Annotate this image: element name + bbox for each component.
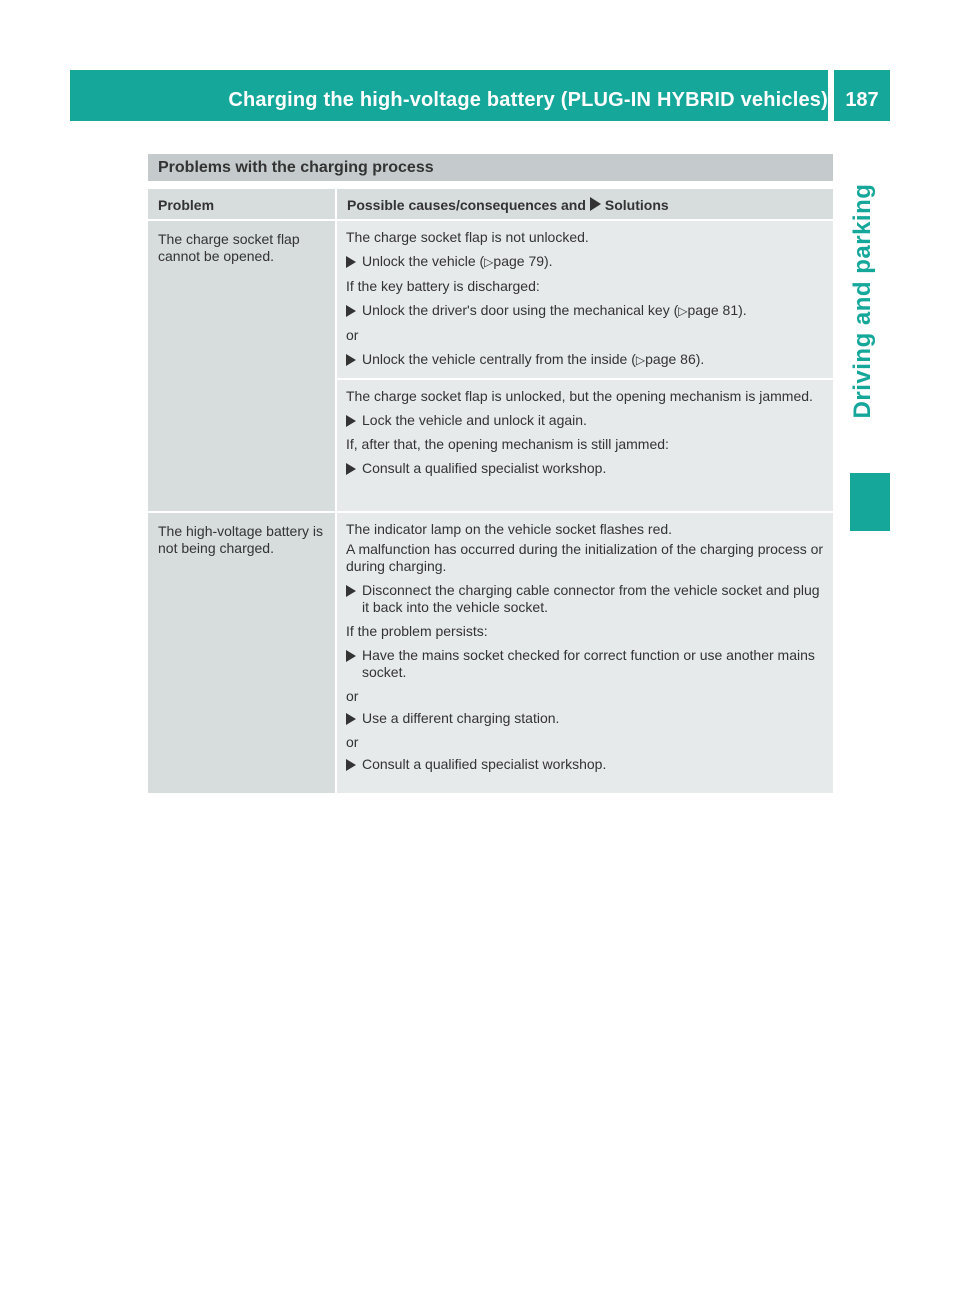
table-row	[148, 221, 833, 511]
action-text: Lock the vehicle and unlock it again.	[362, 412, 587, 428]
action-arrow-icon	[346, 415, 356, 427]
action-step	[346, 253, 827, 271]
cause-text: The indicator lamp on the vehicle socket flashes red.	[346, 521, 673, 537]
column-header-solutions-prefix: Possible causes/consequences and	[347, 197, 586, 213]
or-text: or	[346, 734, 359, 750]
table-header	[148, 189, 833, 219]
action-tail: ).	[738, 302, 747, 318]
page-ref-link[interactable]: page 79	[493, 253, 545, 269]
page-ref-icon: ▷	[635, 353, 646, 367]
action-arrow-icon	[346, 305, 356, 317]
or-text: or	[346, 327, 359, 343]
action-text: Disconnect the charging cable connector from the vehicle socket and plug it back into the vehicle socket.	[362, 582, 820, 615]
action-tail: ).	[695, 351, 705, 367]
action-arrow-icon	[346, 256, 356, 268]
action-step	[346, 756, 827, 773]
action-text: Unlock the vehicle centrally from the inside (	[362, 351, 636, 367]
action-step	[346, 647, 827, 681]
action-arrow-icon	[346, 585, 356, 597]
action-arrow-icon	[346, 463, 356, 475]
page-ref-icon: ▷	[678, 304, 688, 318]
side-tab-label: Driving and parking	[849, 183, 876, 419]
page-ref-link[interactable]: page 81	[687, 302, 739, 318]
action-arrow-icon	[346, 759, 356, 771]
page-ref-link[interactable]: page 86	[645, 351, 696, 367]
action-step	[346, 582, 827, 616]
action-arrow-icon	[590, 197, 601, 211]
action-text: Consult a qualified specialist workshop.	[362, 460, 607, 476]
column-header-solutions-suffix: Solutions	[604, 197, 669, 213]
problem-cell: The high-voltage battery is not being charged.	[148, 513, 335, 793]
action-step	[346, 412, 827, 429]
action-text: Have the mains socket checked for correct function or use another mains socket.	[362, 647, 815, 680]
action-text: Consult a qualified specialist workshop.	[362, 756, 607, 772]
action-text: Unlock the vehicle (	[362, 253, 485, 269]
condition-text: If the key battery is discharged:	[346, 278, 540, 294]
problem-cell: The charge socket flap cannot be opened.	[148, 221, 335, 511]
table-row	[148, 513, 833, 793]
page-ref-icon: ▷	[484, 255, 494, 269]
action-arrow-icon	[346, 713, 356, 725]
action-step	[346, 710, 827, 727]
cause-text: The charge socket flap is unlocked, but the opening mechanism is jammed.	[346, 388, 813, 404]
side-tab-marker	[850, 473, 890, 531]
chapter-title: Charging the high-voltage battery (PLUG-IN HYBRID vehicles)	[228, 89, 828, 111]
action-tail: ).	[544, 253, 553, 269]
column-header-problem: Problem	[148, 189, 335, 219]
action-step	[346, 302, 827, 320]
cause-text: A malfunction has occurred during the initialization of the charging process or during charging.	[346, 541, 824, 574]
action-text: Use a different charging station.	[362, 710, 560, 726]
condition-text: If, after that, the opening mechanism is still jammed:	[346, 436, 669, 452]
action-step	[346, 351, 827, 369]
solution-block	[337, 380, 833, 511]
column-header-solutions	[337, 189, 833, 219]
side-tab	[836, 121, 890, 481]
section-title: Problems with the charging process	[148, 154, 833, 181]
page-number: 187	[834, 70, 890, 121]
action-arrow-icon	[346, 354, 356, 366]
chapter-header	[70, 70, 890, 121]
or-text: or	[346, 688, 359, 704]
solution-block	[337, 221, 833, 378]
condition-text: If the problem persists:	[346, 623, 488, 639]
action-step	[346, 460, 827, 477]
action-text: Unlock the driver's door using the mechanical key (	[362, 302, 679, 318]
solution-block	[337, 513, 833, 793]
cause-text: The charge socket flap is not unlocked.	[346, 229, 589, 245]
action-arrow-icon	[346, 650, 356, 662]
